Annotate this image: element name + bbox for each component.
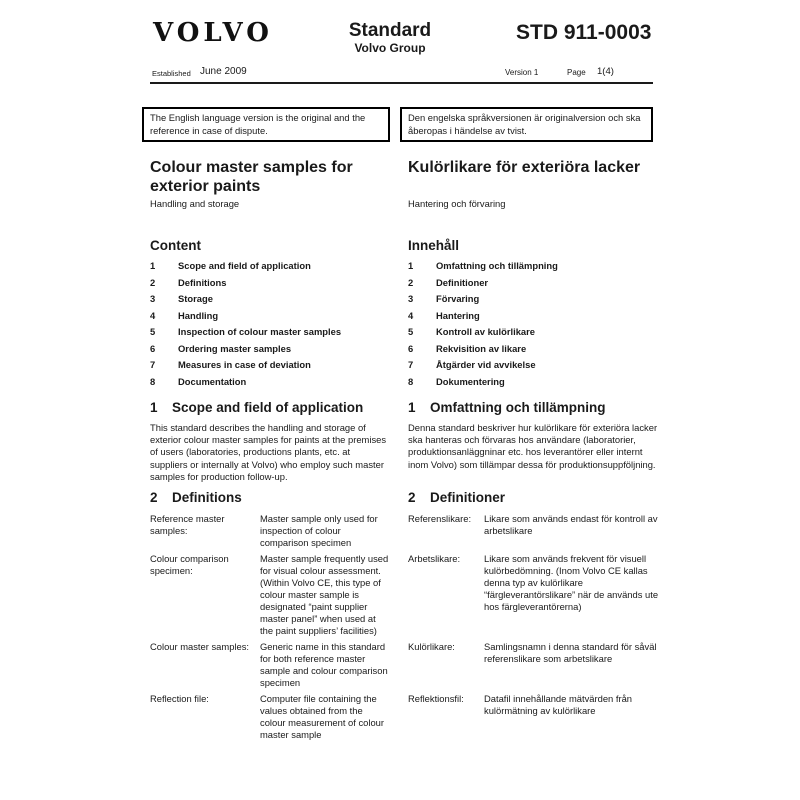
toc-item-label: Definitions	[178, 276, 227, 288]
toc-item-sv	[408, 359, 660, 371]
definition-en	[150, 553, 390, 637]
definition-term: Referenslikare:	[408, 513, 472, 525]
definition-text: Master sample only used for inspection of colour comparison specimen	[260, 513, 378, 549]
toc-row	[150, 293, 660, 310]
notice-swedish: Den engelska språkversionen är originalversion och ska åberopas i händelse av tvist.	[400, 107, 653, 142]
definition-sv	[408, 641, 660, 665]
toc-item-en	[150, 277, 390, 289]
doc-number: STD 911-0003	[516, 21, 652, 44]
volvo-logo: VOLVO	[153, 18, 273, 48]
toc-item-label: Kontroll av kulörlikare	[436, 326, 535, 337]
definition-row	[150, 641, 660, 689]
definition-text: Master sample frequently used for visual colour assessment. (Within Volvo CE, this type of colour master sample is designated “paint supplier master panel” when used at the paint suppliers’ facilities)	[260, 553, 389, 637]
toc-item-en	[150, 260, 390, 272]
subtitle-sv: Hantering och förvaring	[408, 198, 506, 209]
toc-item-sv	[408, 260, 660, 272]
section-title: Scope and field of application	[172, 400, 364, 415]
section-title: Definitions	[172, 490, 242, 506]
section2-heading-row	[150, 490, 660, 506]
toc-row	[150, 260, 660, 277]
toc-item-number: 7	[150, 359, 156, 370]
section1-body-en: This standard describes the handling and storage of exterior colour master samples for paints at the premises of users (laboratories, productions plants, etc. at suppliers or internally at Volvo) who employ such master samples for production follow-up.	[150, 422, 387, 482]
definition-text: Datafil innehållande mätvärden från kulörmätning av kulörlikare	[484, 693, 633, 717]
toc-item-number: 8	[150, 375, 156, 387]
definition-term: Reflektionsfil:	[408, 693, 464, 705]
definition-term: Colour comparison specimen:	[150, 553, 229, 577]
section2-heading-en	[150, 490, 390, 506]
section1-body-row	[150, 422, 660, 483]
toc-item-number: 2	[150, 276, 156, 288]
definition-text: Likare som används frekvent för visuell kulörbedömning. (Inom Volvo CE kallas denna typ av kulörlikare “färgleverantörslikare” när de används ute hos färgleverantörerna)	[484, 553, 659, 613]
definition-text: Likare som används endast för kontroll av arbetslikare	[484, 513, 658, 537]
definition-sv	[408, 693, 660, 717]
toc-item-sv	[408, 310, 660, 322]
toc-item-label: Dokumentering	[436, 375, 505, 387]
toc-item-number: 4	[408, 309, 414, 321]
established-date: June 2009	[200, 66, 247, 77]
toc-item-sv	[408, 376, 660, 388]
definition-term: Arbetslikare:	[408, 553, 461, 565]
version-label: Version 1	[505, 68, 539, 77]
toc-item-en	[150, 310, 390, 322]
established-label: Established	[152, 69, 191, 78]
title-row	[150, 158, 660, 196]
doc-type: Standard	[348, 20, 432, 41]
toc-item-number: 5	[408, 326, 414, 337]
toc-list	[150, 260, 660, 392]
definition-en	[150, 693, 390, 741]
toc-item-label: Documentation	[178, 375, 247, 387]
toc-row	[150, 359, 660, 376]
section1-heading-row	[150, 400, 660, 416]
definition-term: Colour master samples:	[150, 641, 249, 653]
definition-term: Reference master samples:	[150, 513, 225, 537]
toc-item-en	[150, 359, 390, 371]
org-name: Volvo Group	[354, 41, 426, 55]
definition-sv	[408, 513, 660, 537]
toc-row	[150, 310, 660, 327]
toc-item-label: Åtgärder vid avvikelse	[436, 359, 536, 370]
toc-row	[150, 376, 660, 393]
toc-item-sv	[408, 326, 660, 338]
toc-item-number: 3	[150, 293, 156, 304]
document-body	[150, 158, 660, 745]
notice-english: The English language version is the original and the reference in case of dispute.	[142, 107, 390, 142]
toc-heading-row	[150, 238, 660, 254]
toc-item-number: 4	[150, 309, 156, 321]
toc-item-label: Definitioner	[436, 276, 489, 288]
toc-item-label: Scope and field of application	[178, 260, 311, 271]
toc-item-label: Handling	[178, 309, 219, 321]
toc-item-label: Rekvisition av likare	[436, 342, 527, 354]
definition-term: Kulörlikare:	[408, 641, 455, 653]
toc-item-number: 1	[150, 260, 156, 271]
page-number: 1(4)	[597, 66, 614, 77]
section1-body-sv: Denna standard beskriver hur kulörlikare för exteriöra lacker ska hanteras och förvaras hos användare (laboratorier, produktionsanläggninar etc. hos leverantörer eller internt inom Volvo) som tillämpar dessa för produktionsuppföljning.	[408, 422, 658, 470]
subtitle-row	[150, 196, 660, 210]
definition-text: Generic name in this standard for both reference master sample and colour comparison specimen	[260, 641, 388, 689]
section-number: 1	[150, 400, 158, 415]
title-sv: Kulörlikare för exteriöra lacker	[408, 159, 641, 176]
toc-item-label: Measures in case of deviation	[178, 359, 311, 370]
toc-item-en	[150, 376, 390, 388]
definitions-list	[150, 513, 660, 741]
toc-row	[150, 326, 660, 343]
toc-item-number: 6	[150, 342, 156, 354]
section-number: 1	[408, 400, 416, 415]
toc-item-label: Omfattning och tillämpning	[436, 260, 558, 271]
toc-heading-sv: Innehåll	[408, 238, 460, 253]
toc-item-en	[150, 293, 390, 305]
toc-item-en	[150, 326, 390, 338]
toc-item-en	[150, 343, 390, 355]
definition-text: Computer file containing the values obtained from the colour measurement of colour master sample	[260, 693, 385, 741]
toc-item-number: 6	[408, 342, 414, 354]
doc-type-block	[300, 21, 480, 55]
toc-item-number: 8	[408, 375, 414, 387]
toc-item-label: Storage	[178, 293, 213, 304]
subtitle-en: Handling and storage	[150, 198, 240, 209]
section2-heading-sv	[408, 490, 660, 506]
definition-sv	[408, 553, 660, 613]
definition-en	[150, 513, 390, 549]
title-en: Colour master samples for exterior paints	[150, 159, 353, 195]
page-label: Page	[567, 68, 586, 77]
section-title: Definitioner	[430, 490, 506, 506]
definition-row	[150, 553, 660, 637]
definition-row	[150, 513, 660, 549]
section-number: 2	[408, 490, 416, 506]
toc-item-number: 3	[408, 293, 414, 304]
definition-text: Samlingsnamn i denna standard för såväl referenslikare som arbetslikare	[484, 641, 657, 665]
toc-item-sv	[408, 293, 660, 305]
toc-item-label: Ordering master samples	[178, 342, 292, 354]
toc-item-label: Hantering	[436, 309, 480, 321]
section1-heading-sv	[408, 400, 660, 416]
definition-term: Reflection file:	[150, 693, 209, 705]
definition-row	[150, 693, 660, 741]
toc-item-number: 1	[408, 260, 414, 271]
definition-en	[150, 641, 390, 689]
toc-item-number: 2	[408, 276, 414, 288]
toc-row	[150, 343, 660, 360]
toc-item-number: 7	[408, 359, 414, 370]
header-divider	[150, 82, 653, 84]
section-number: 2	[150, 490, 158, 506]
toc-item-label: Inspection of colour master samples	[178, 326, 342, 337]
toc-item-sv	[408, 343, 660, 355]
toc-item-number: 5	[150, 326, 156, 337]
section-title: Omfattning och tillämpning	[430, 400, 606, 415]
section1-heading-en	[150, 400, 390, 416]
toc-heading-en: Content	[150, 238, 201, 253]
notice-boxes	[142, 107, 653, 142]
toc-row	[150, 277, 660, 294]
toc-item-label: Förvaring	[436, 293, 480, 304]
toc-item-sv	[408, 277, 660, 289]
